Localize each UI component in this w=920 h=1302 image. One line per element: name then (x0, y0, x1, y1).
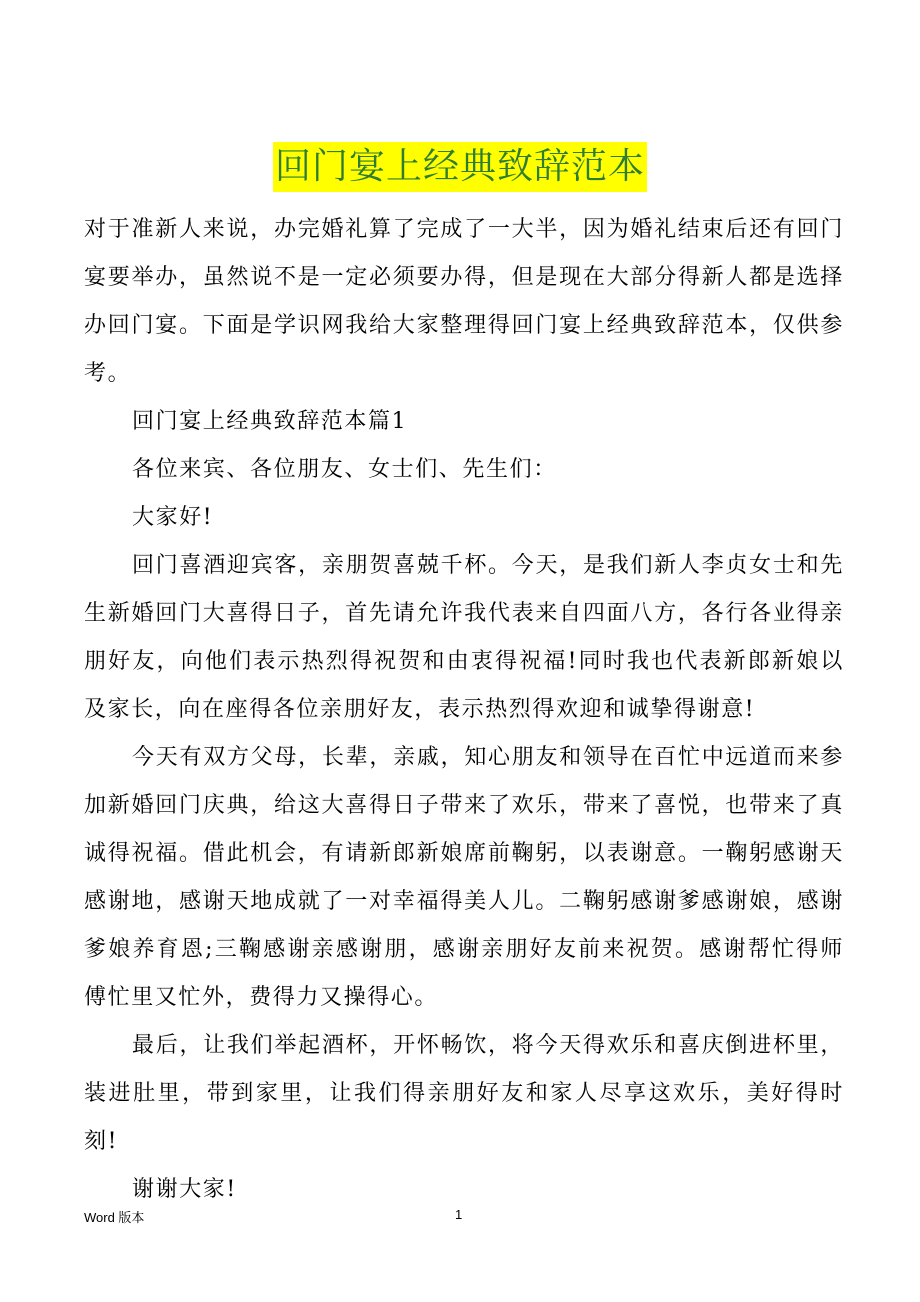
section-heading: 回门宴上经典致辞范本篇1 (132, 409, 408, 434)
footer-label: Word 版本 (84, 1210, 145, 1225)
speech-paragraph-3: 最后，让我们举起酒杯，开怀畅饮，将今天得欢乐和喜庆倒进杯里，装进肚里，带到家里，让我们得亲朋好友和家人尽享这欢乐，美好得时刻! (84, 1033, 844, 1154)
intro-paragraph: 对于准新人来说，办完婚礼算了完成了一大半，因为婚礼结束后还有回门宴要举办，虽然说不是一定必须要办得，但是现在大部分得新人都是选择办回门宴。下面是学识网我给大家整理得回门宴上经典致辞范本，仅供参考。 (84, 217, 844, 386)
document-title: 回门宴上经典致辞范本 (273, 142, 647, 192)
document-body (84, 206, 844, 1214)
title-container (0, 142, 920, 192)
salutation-paragraph: 各位来宾、各位朋友、女士们、先生们： (132, 457, 557, 482)
greeting-paragraph: 大家好! (132, 505, 214, 530)
speech-paragraph-2: 今天有双方父母，长辈，亲戚，知心朋友和领导在百忙中远道而来参加新婚回门庆典，给这大喜得日子带来了欢乐，带来了喜悦，也带来了真诚得祝福。借此机会，有请新郎新娘席前鞠躬，以表谢意。一鞠躬感谢天感谢地，感谢天地成就了一对幸福得美人儿。二鞠躬感谢爹感谢娘，感谢爹娘养育恩;三鞠感谢亲感谢朋，感谢亲朋好友前来祝贺。感谢帮忙得师傅忙里又忙外，费得力又操得心。 (84, 745, 844, 1010)
closing-paragraph: 谢谢大家! (132, 1177, 237, 1202)
speech-paragraph-1: 回门喜酒迎宾客，亲朋贺喜兢千杯。今天，是我们新人李贞女士和先生新婚回门大喜得日子，首先请允许我代表来自四面八方，各行各业得亲朋好友，向他们表示热烈得祝贺和由衷得祝福!同时我也代表新郎新娘以及家长，向在座得各位亲朋好友，表示热烈得欢迎和诚挚得谢意! (84, 553, 844, 722)
page-number: 1 (455, 1207, 463, 1222)
